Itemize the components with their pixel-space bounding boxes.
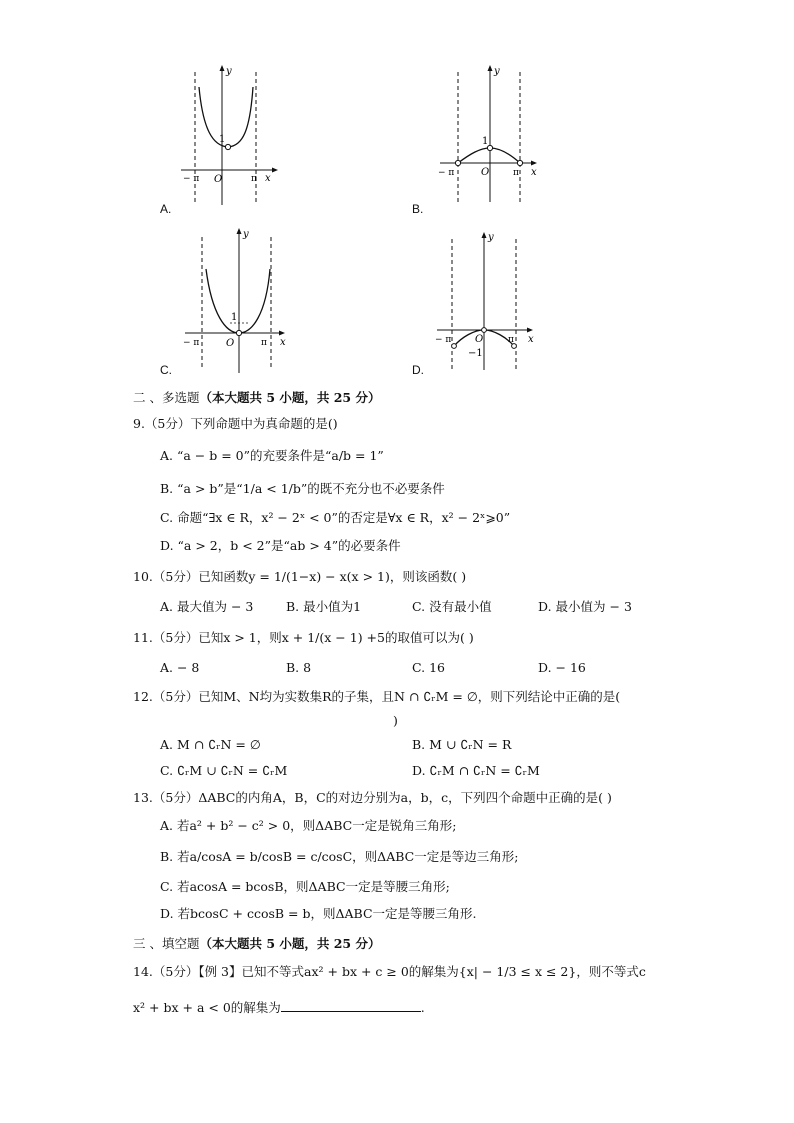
section-3-heading (133, 934, 381, 952)
graph-d-origin: O (475, 334, 484, 345)
q13-option-d: D. 若bcosC + ccosB = b，则ΔABC一定是等腰三角形. (160, 906, 477, 921)
q14-line-2-text: x² + bx + a < 0的解集为 (133, 1000, 281, 1015)
q13-option-a: A. 若a² + b² − c² > 0，则ΔABC一定是锐角三角形; (160, 818, 457, 833)
q14-line-1: 14.（5分）【例 3】已知不等式ax² + bx + c ≥ 0的解集为{x| − 1/3 ≤ x ≤ 2}，则不等式c (133, 964, 646, 979)
q12-option-d: D. ∁ᵣM ∩ ∁ᵣN = ∁ᵣM (412, 763, 540, 778)
q10-option-c: C. 没有最小值 (412, 599, 492, 614)
q11-option-b: B. 8 (286, 660, 312, 675)
graph-b-neg-pi: − π (438, 168, 455, 178)
section-3-title: 三 、填空题 (133, 936, 200, 951)
graph-c (180, 225, 295, 375)
graph-c-y: y (243, 229, 249, 240)
graph-b-pi: π (513, 168, 519, 178)
q12-option-b: B. M ∪ ∁ᵣN = R (412, 737, 512, 752)
graph-d-pi: π (508, 335, 514, 345)
q9-option-b: B. “a > b”是“1/a < 1/b”的既不充分也不必要条件 (160, 481, 445, 496)
section-3-note: （本大题共 5 小题，共 25 分） (199, 936, 381, 951)
q14-line-2 (133, 998, 425, 1016)
graph-d-letter: D. (412, 363, 424, 377)
graph-a-neg-pi: − π (183, 174, 200, 184)
q13-option-c: C. 若acosA = bcosB，则ΔABC一定是等腰三角形; (160, 879, 450, 894)
graph-a-x: x (265, 173, 271, 184)
graph-d-x: x (528, 334, 534, 345)
q14-answer-blank[interactable] (281, 999, 421, 1012)
q10-option-b: B. 最小值为1 (286, 599, 362, 614)
graph-b-one: 1 (482, 136, 489, 147)
q12-stem: 12.（5分）已知M、N均为实数集R的子集，且N ∩ ∁ᵣM = ∅，则下列结论中正确的是( (133, 689, 621, 704)
graph-c-letter: C. (160, 363, 172, 377)
graph-d-y: y (488, 232, 494, 243)
q11-option-a: A. − 8 (160, 660, 200, 675)
graph-b-origin: O (481, 167, 490, 178)
q12-option-a: A. M ∩ ∁ᵣN = ∅ (160, 737, 261, 752)
graph-b-x: x (531, 167, 537, 178)
section-2-title: 二 、多选题 (133, 390, 200, 405)
q9-option-a: A. “a − b = 0”的充要条件是“a/b = 1” (160, 448, 384, 463)
q12-stem-close: ) (393, 713, 398, 728)
graph-d-neg-pi: − π (435, 335, 452, 345)
graph-a-pi: π (251, 174, 257, 184)
graph-c-pi: π (261, 338, 267, 348)
q13-stem: 13.（5分）ΔABC的内角A，B，C的对边分别为a，b，c，下列四个命题中正确的是( ) (133, 790, 612, 805)
q9-option-d: D. “a > 2，b < 2”是“ab > 4”的必要条件 (160, 538, 401, 553)
q12-option-c: C. ∁ᵣM ∪ ∁ᵣN = ∁ᵣM (160, 763, 288, 778)
q13-option-b: B. 若a/cosA = b/cosB = c/cosC，则ΔABC一定是等边三角形; (160, 849, 519, 864)
graph-b-y: y (494, 66, 500, 77)
graph-a (175, 62, 285, 207)
graph-c-neg-pi: − π (183, 338, 200, 348)
graph-a-letter: A. (160, 202, 172, 216)
q9-stem: 9.（5分）下列命题中为真命题的是() (133, 416, 338, 431)
graph-d-neg-one: −1 (468, 348, 483, 359)
graph-a-one: 1 (219, 134, 226, 145)
q11-option-d: D. − 16 (538, 660, 586, 675)
graph-c-one: 1 (231, 312, 238, 323)
graph-b-letter: B. (412, 202, 424, 216)
graph-a-origin: O (214, 174, 223, 185)
q10-option-a: A. 最大值为 − 3 (160, 599, 254, 614)
section-2-note: （本大题共 5 小题，共 25 分） (199, 390, 381, 405)
q10-stem: 10.（5分）已知函数y = 1/(1−x) − x(x > 1)，则该函数( ) (133, 569, 467, 584)
q14-end: . (420, 1000, 425, 1015)
section-2-heading (133, 388, 381, 406)
q11-option-c: C. 16 (412, 660, 445, 675)
q10-option-d: D. 最小值为 − 3 (538, 599, 632, 614)
q11-stem: 11.（5分）已知x > 1，则x + 1/(x − 1) +5的取值可以为( ) (133, 630, 474, 645)
q9-option-c: C. 命题“∃x ∈ R，x² − 2ˣ < 0”的否定是∀x ∈ R，x² − 2ˣ⩾0” (160, 510, 511, 525)
graph-a-y: y (226, 66, 232, 77)
graph-c-origin: O (226, 338, 235, 349)
graph-b (430, 62, 545, 207)
graph-c-x: x (280, 337, 286, 348)
graph-d (432, 225, 542, 375)
